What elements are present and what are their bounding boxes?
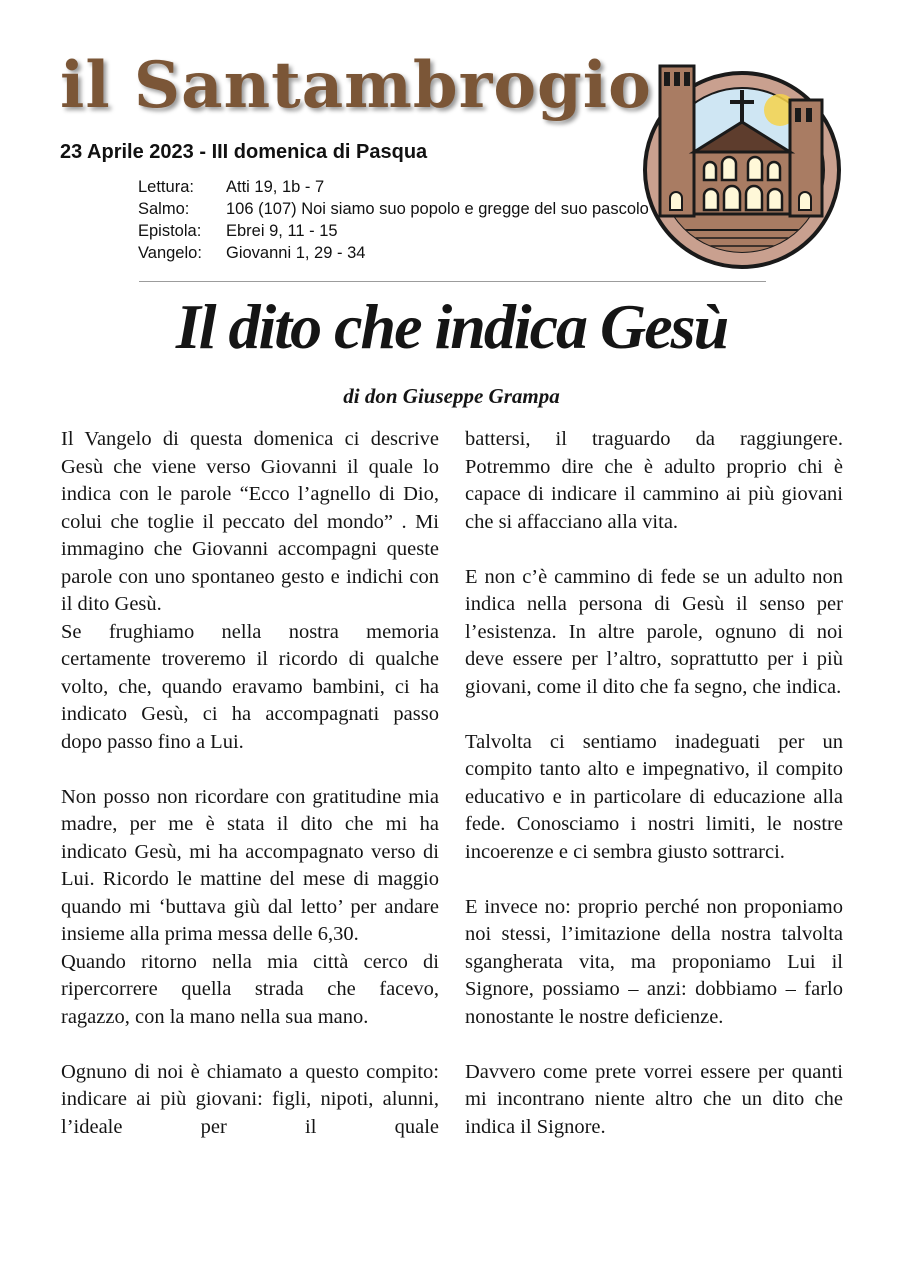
reading-row-salmo: [138, 198, 649, 220]
article-paragraph: Non posso non ricordare con gratitudine mia madre, per me è stata il dito che mi ha indicato Gesù, mi ha accompagnato verso di Lui. Ricordo le mattine del mese di maggio quando mi ‘buttava giù dal letto’ per andare insieme alla prima messa delle 6,30.: [61, 785, 439, 945]
reading-row-vangelo: [138, 242, 649, 264]
article-column-left: [61, 426, 439, 1141]
date-liturgy-line: 23 Aprile 2023 - III domenica di Pasqua: [60, 141, 428, 163]
masthead-title: il Santambrogio: [60, 48, 652, 123]
article-paragraph: Talvolta ci sentiamo inadeguati per un compito tanto alto e impegnativo, il compito educativo e in particolare di educazione alla fede. Conosciamo i nostri limiti, le nostre incoerenze e ci sembra giusto sottrarci.: [465, 730, 843, 863]
reading-ref: Giovanni 1, 29 - 34: [226, 244, 366, 262]
reading-label: Epistola:: [138, 222, 202, 240]
reading-ref: Atti 19, 1b - 7: [226, 178, 325, 196]
article-paragraph: battersi, il traguardo da raggiungere. Potremmo dire che è adulto proprio chi è capace di indicare il cammino ai più giovani che si affacciano alla vita.: [465, 428, 843, 533]
basilica-logo-icon: [642, 62, 842, 270]
article-paragraph: Se frughiamo nella nostra memoria certamente troveremo il ricordo di qualche volto, che, quando eravamo bambini, ci ha indicato Gesù, ci ha accompagnati passo dopo passo fino a Lui.: [61, 620, 439, 753]
reading-row-lettura: [138, 176, 649, 198]
readings-list: [138, 176, 649, 264]
article-paragraph: E non c’è cammino di fede se un adulto non indica nella persona di Gesù il senso per l’esistenza. In altre parole, ognuno di noi deve essere per l’altro, soprattutto per i più giovani, come il dito che fa segno, che indica.: [465, 565, 843, 698]
reading-row-epistola: [138, 220, 649, 242]
reading-ref: 106 (107) Noi siamo suo popolo e gregge del suo pascolo: [226, 200, 649, 218]
article-paragraph: Quando ritorno nella mia città cerco di ripercorrere quella strada che facevo, ragazzo, con la mano nella sua mano.: [61, 950, 439, 1028]
header-divider: [139, 281, 766, 282]
article-paragraph: Davvero come prete vorrei essere per quanti mi incontrano niente altro che un dito che indica il Signore.: [465, 1060, 843, 1138]
reading-label: Vangelo:: [138, 244, 202, 262]
reading-ref: Ebrei 9, 11 - 15: [226, 222, 338, 240]
article-paragraph: Ognuno di noi è chiamato a questo compito: indicare ai più giovani: figli, nipoti, alunni, l’ideale per il quale: [61, 1060, 439, 1138]
article-byline: di don Giuseppe Grampa: [343, 384, 560, 408]
reading-label: Lettura:: [138, 178, 194, 196]
article-column-right: [465, 426, 843, 1141]
article-title: Il dito che indica Gesù: [175, 291, 728, 362]
reading-label: Salmo:: [138, 200, 190, 218]
article-paragraph: E invece no: proprio perché non proponiamo noi stessi, l’imitazione della nostra talvolta sgangherata vita, ma proponiamo Lui il Signore, possiamo – anzi: dobbiamo – farlo nonostante le nostre deficienze.: [465, 895, 843, 1028]
article-paragraph: Il Vangelo di questa domenica ci descrive Gesù che viene verso Giovanni il quale lo indica con le parole “Ecco l’agnello di Dio, colui che toglie il peccato del mondo” . Mi immagino che Giovanni accompagni queste parole con uno spontaneo gesto e indichi con il dito Gesù.: [61, 428, 439, 615]
